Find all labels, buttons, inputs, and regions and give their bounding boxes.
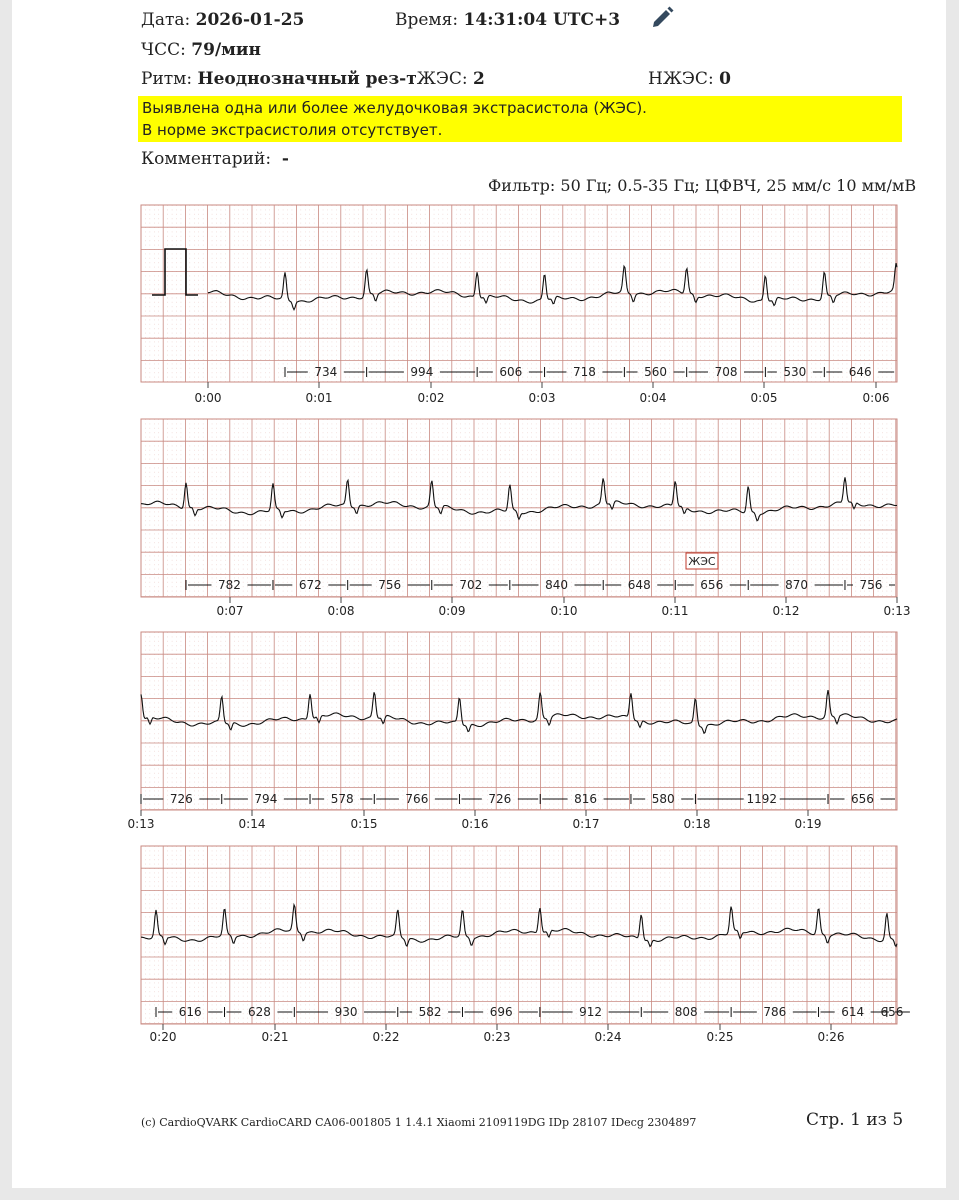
rr-interval-label: 582 (418, 1005, 442, 1019)
rr-interval-label: 606 (499, 365, 523, 379)
time-label: 0:11 (661, 604, 689, 618)
rhythm-value: Неоднозначный рез-т (197, 69, 417, 89)
rr-interval-label: 1192 (746, 792, 777, 806)
rr-interval-label: 578 (330, 792, 354, 806)
time-label: 0:07 (216, 604, 244, 618)
rr-interval-label: 656 (851, 792, 874, 806)
time-label: 0:23 (483, 1030, 511, 1044)
time-label: 0:20 (149, 1030, 177, 1044)
rr-interval-label: 808 (674, 1005, 698, 1019)
rr-interval-label: 672 (298, 578, 322, 592)
time-label: 0:12 (772, 604, 800, 618)
time-label: 0:26 (817, 1030, 845, 1044)
rr-interval-label: 726 (488, 792, 512, 806)
rr-interval-label: 756 (378, 578, 402, 592)
time-label: 0:15 (350, 817, 378, 831)
rr-interval-label: 840 (545, 578, 568, 592)
rr-interval-label: 870 (785, 578, 809, 592)
comment-label: Комментарий: (141, 149, 272, 169)
svc-value: 0 (719, 69, 731, 89)
time-label: 0:13 (883, 604, 911, 618)
time-label: 0:02 (417, 391, 445, 405)
comment-value: - (281, 149, 289, 169)
time-label: Время: (395, 10, 459, 30)
time-label: 0:16 (461, 817, 489, 831)
ecg-strip-3 (128, 632, 897, 831)
rr-interval-label: 718 (573, 365, 596, 379)
rr-interval-label: 794 (254, 792, 278, 806)
rr-interval-label: 646 (848, 365, 872, 379)
ecg-trace (141, 477, 897, 520)
ecg-trace (141, 905, 897, 947)
time-label: 0:22 (372, 1030, 400, 1044)
time-label: 0:19 (794, 817, 822, 831)
time-label: 0:08 (327, 604, 355, 618)
rhythm-label: Ритм: (141, 69, 193, 89)
time-label: 0:03 (528, 391, 556, 405)
date-label: Дата: (141, 10, 191, 30)
time-label: 0:24 (594, 1030, 622, 1044)
rr-interval-label: 560 (644, 365, 667, 379)
pvc-value: 2 (473, 69, 485, 89)
rr-interval-label: 930 (334, 1005, 358, 1019)
rr-interval-label: 530 (783, 365, 807, 379)
time-label: 0:05 (750, 391, 778, 405)
time-label: 0:09 (438, 604, 466, 618)
rr-interval-label: 702 (459, 578, 483, 592)
rr-interval-label: 708 (714, 365, 738, 379)
date-value: 2026-01-25 (195, 10, 305, 30)
rr-interval-label: 656 (880, 1005, 904, 1019)
rr-interval-label: 782 (218, 578, 241, 592)
rr-interval-label: 656 (700, 578, 724, 592)
pvc-annotation: ЖЭС (688, 555, 716, 568)
footer-copyright: (c) CardioQVARK CardioCARD CA06-001805 1 1.4.1 Xiaomi 2109119DG IDp 28107 IDecg 2304897 (141, 1116, 697, 1129)
ecg-strip-1 (141, 205, 897, 405)
rr-interval-label: 696 (489, 1005, 513, 1019)
pvc-label: ЖЭС: (416, 69, 468, 89)
time-label: 0:00 (194, 391, 222, 405)
time-label: 0:01 (305, 391, 333, 405)
rr-interval-label: 628 (247, 1005, 271, 1019)
rr-interval-label: 614 (841, 1005, 865, 1019)
time-label: 0:06 (862, 391, 890, 405)
rr-interval-label: 756 (859, 578, 883, 592)
hr-label: ЧСС: (141, 40, 186, 60)
hr-value: 79/мин (191, 40, 261, 60)
time-label: 0:21 (261, 1030, 289, 1044)
rr-interval-label: 994 (410, 365, 434, 379)
alert-line-1: Выявлена одна или более желудочковая экстрасистола (ЖЭС). (142, 99, 647, 117)
rr-interval-label: 726 (169, 792, 193, 806)
page-number: Стр. 1 из 5 (806, 1110, 904, 1130)
filter-settings: Фильтр: 50 Гц; 0.5-35 Гц; ЦФВЧ, 25 мм/с 10 мм/мВ (488, 176, 917, 195)
time-label: 0:14 (238, 817, 266, 831)
time-label: 0:10 (550, 604, 578, 618)
time-label: 0:17 (572, 817, 600, 831)
rr-interval-label: 580 (651, 792, 675, 806)
time-label: 0:18 (683, 817, 711, 831)
rr-interval-label: 912 (579, 1005, 603, 1019)
rr-interval-label: 616 (178, 1005, 202, 1019)
alert-line-2: В норме экстрасистолия отсутствует. (142, 121, 443, 139)
time-label: 0:25 (706, 1030, 734, 1044)
rr-interval-label: 648 (627, 578, 651, 592)
time-label: 0:04 (639, 391, 667, 405)
photo-border-bottom (0, 1188, 959, 1200)
time-value: 14:31:04 UTC+3 (463, 10, 621, 30)
ecg-trace (141, 690, 897, 733)
ecg-strip-4 (141, 846, 910, 1044)
rr-interval-label: 766 (405, 792, 429, 806)
rr-interval-label: 816 (574, 792, 598, 806)
svc-label: НЖЭС: (648, 69, 714, 89)
time-label: 0:13 (127, 817, 155, 831)
ecg-strip-2 (141, 419, 910, 618)
rr-interval-label: 734 (314, 365, 338, 379)
rr-interval-label: 786 (763, 1005, 787, 1019)
